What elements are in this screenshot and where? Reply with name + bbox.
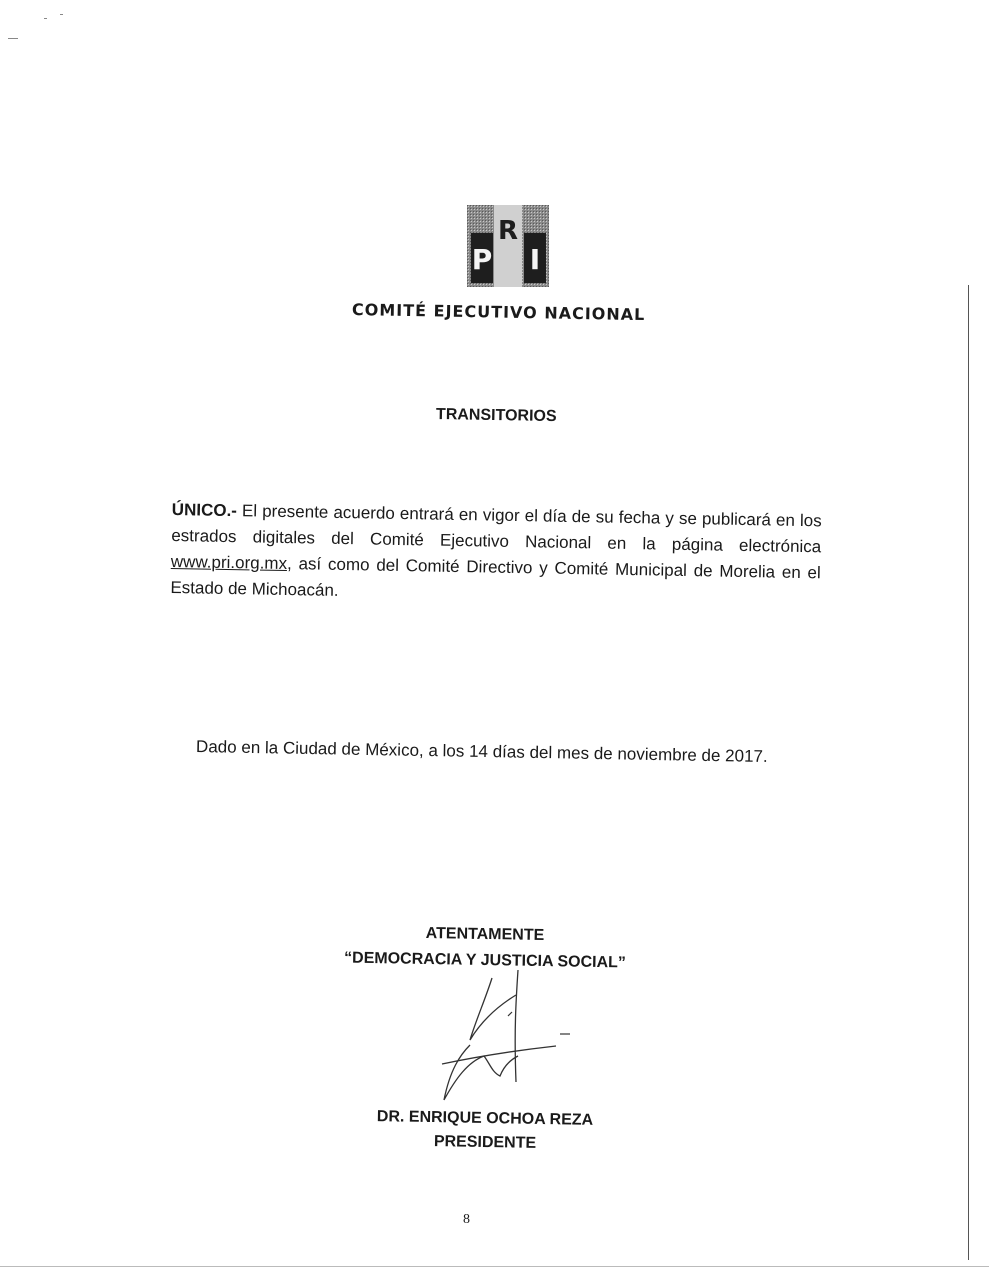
closing-salutation: ATENTAMENTE bbox=[425, 924, 545, 945]
scan-speck bbox=[8, 38, 18, 39]
scan-speck bbox=[60, 14, 63, 15]
page-number: 8 bbox=[463, 1212, 470, 1227]
date-statement: Dado en la Ciudad de México, a los 14 días del mes de noviembre de 2017. bbox=[195, 737, 768, 766]
scan-edge bbox=[968, 285, 969, 1260]
organization-name: COMITÉ EJECUTIVO NACIONAL bbox=[351, 300, 646, 325]
article-lead: ÚNICO.- bbox=[171, 499, 238, 521]
article-text-end: , así como del Comité Directivo y Comité Municipal de Morelia en el Estado de Michoacán. bbox=[170, 554, 821, 600]
svg-text:P: P bbox=[471, 243, 493, 276]
pri-logo bbox=[465, 203, 551, 289]
signer-name: DR. ENRIQUE OCHOA REZA bbox=[376, 1108, 594, 1129]
svg-text:R: R bbox=[497, 216, 519, 246]
article-text: El presente acuerdo entrará en vigor el día de su fecha y se publicará en los estrados digitales del Comité Ejecutivo Nacional en la página electrónica bbox=[171, 501, 822, 557]
scan-edge bbox=[0, 1266, 989, 1267]
article-paragraph bbox=[170, 497, 822, 612]
svg-text:I: I bbox=[529, 243, 541, 276]
handwritten-signature bbox=[430, 960, 580, 1110]
section-heading: TRANSITORIOS bbox=[435, 406, 557, 426]
scan-speck bbox=[44, 18, 47, 19]
signer-title: PRESIDENTE bbox=[433, 1133, 537, 1152]
website-link[interactable]: www.pri.org.mx bbox=[170, 551, 288, 574]
closing-motto: “DEMOCRACIA Y JUSTICIA SOCIAL” bbox=[343, 949, 627, 972]
